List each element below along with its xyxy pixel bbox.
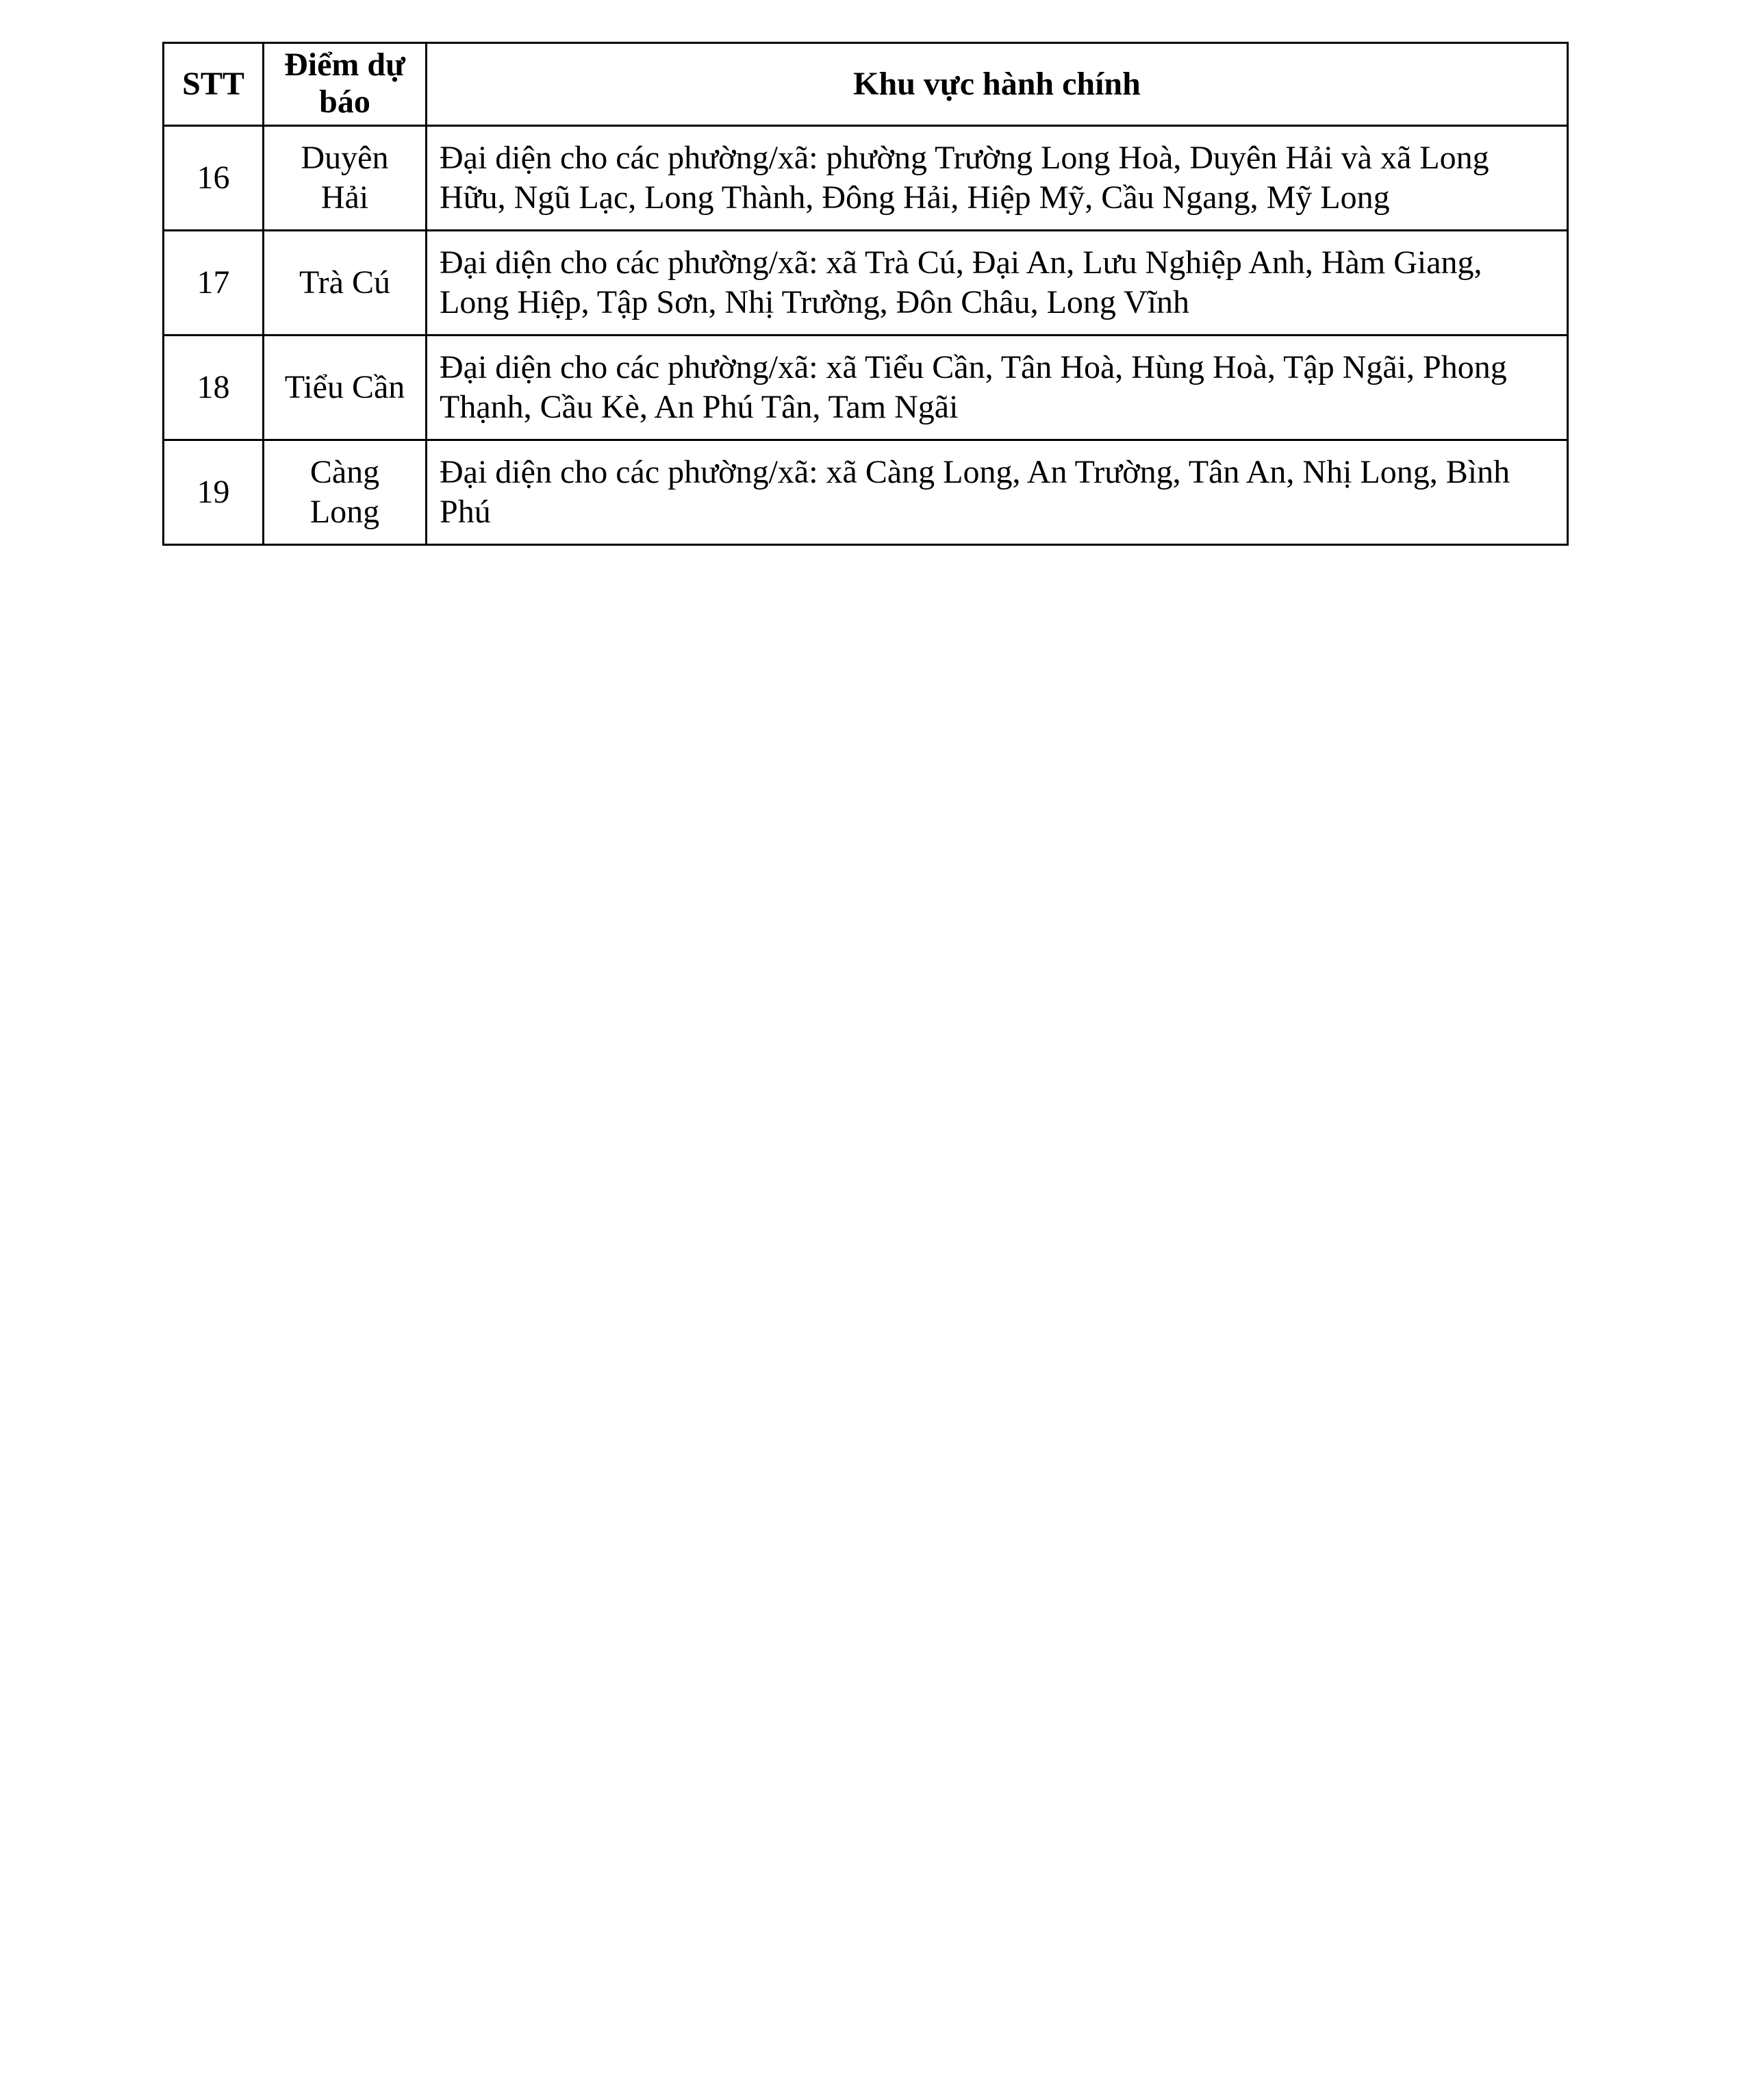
row-stt-cell: 17 bbox=[164, 231, 264, 336]
forecast-point-label: Duyên Hải bbox=[301, 140, 389, 216]
header-stt: STT bbox=[164, 43, 264, 126]
row-administrative-area-cell: Đại diện cho các phường/xã: phường Trường Long Hoà, Duyên Hải và xã Long Hữu, Ngũ Lạc, Long Thành, Đông Hải, Hiệp Mỹ, Cầu Ngang, Mỹ Long bbox=[427, 126, 1568, 231]
table-row bbox=[164, 440, 1568, 545]
table-row bbox=[164, 126, 1568, 231]
header-administrative-area: Khu vực hành chính bbox=[427, 43, 1568, 126]
row-stt-cell: 18 bbox=[164, 336, 264, 440]
forecast-point-label: Tiểu Cần bbox=[284, 369, 405, 405]
table-row bbox=[164, 336, 1568, 440]
table-row bbox=[164, 231, 1568, 336]
row-forecast-point-cell bbox=[264, 231, 427, 336]
header-forecast-point bbox=[264, 43, 427, 126]
row-stt-cell: 16 bbox=[164, 126, 264, 231]
forecast-point-label: Càng Long bbox=[309, 454, 380, 530]
row-stt-cell: 19 bbox=[164, 440, 264, 545]
row-forecast-point-cell bbox=[264, 336, 427, 440]
forecast-area-table bbox=[162, 42, 1569, 546]
row-forecast-point-cell bbox=[264, 126, 427, 231]
row-administrative-area-cell: Đại diện cho các phường/xã: xã Trà Cú, Đại An, Lưu Nghiệp Anh, Hàm Giang, Long Hiệp, Tập Sơn, Nhị Trường, Đôn Châu, Long Vĩnh bbox=[427, 231, 1568, 336]
forecast-point-label: Trà Cú bbox=[299, 264, 390, 301]
header-forecast-point-label: Điểm dự báo bbox=[284, 47, 405, 120]
row-forecast-point-cell bbox=[264, 440, 427, 545]
table-header-row bbox=[164, 43, 1568, 126]
row-administrative-area-cell: Đại diện cho các phường/xã: xã Càng Long, An Trường, Tân An, Nhị Long, Bình Phú bbox=[427, 440, 1568, 545]
row-administrative-area-cell: Đại diện cho các phường/xã: xã Tiểu Cần, Tân Hoà, Hùng Hoà, Tập Ngãi, Phong Thạnh, Cầu Kè, An Phú Tân, Tam Ngãi bbox=[427, 336, 1568, 440]
